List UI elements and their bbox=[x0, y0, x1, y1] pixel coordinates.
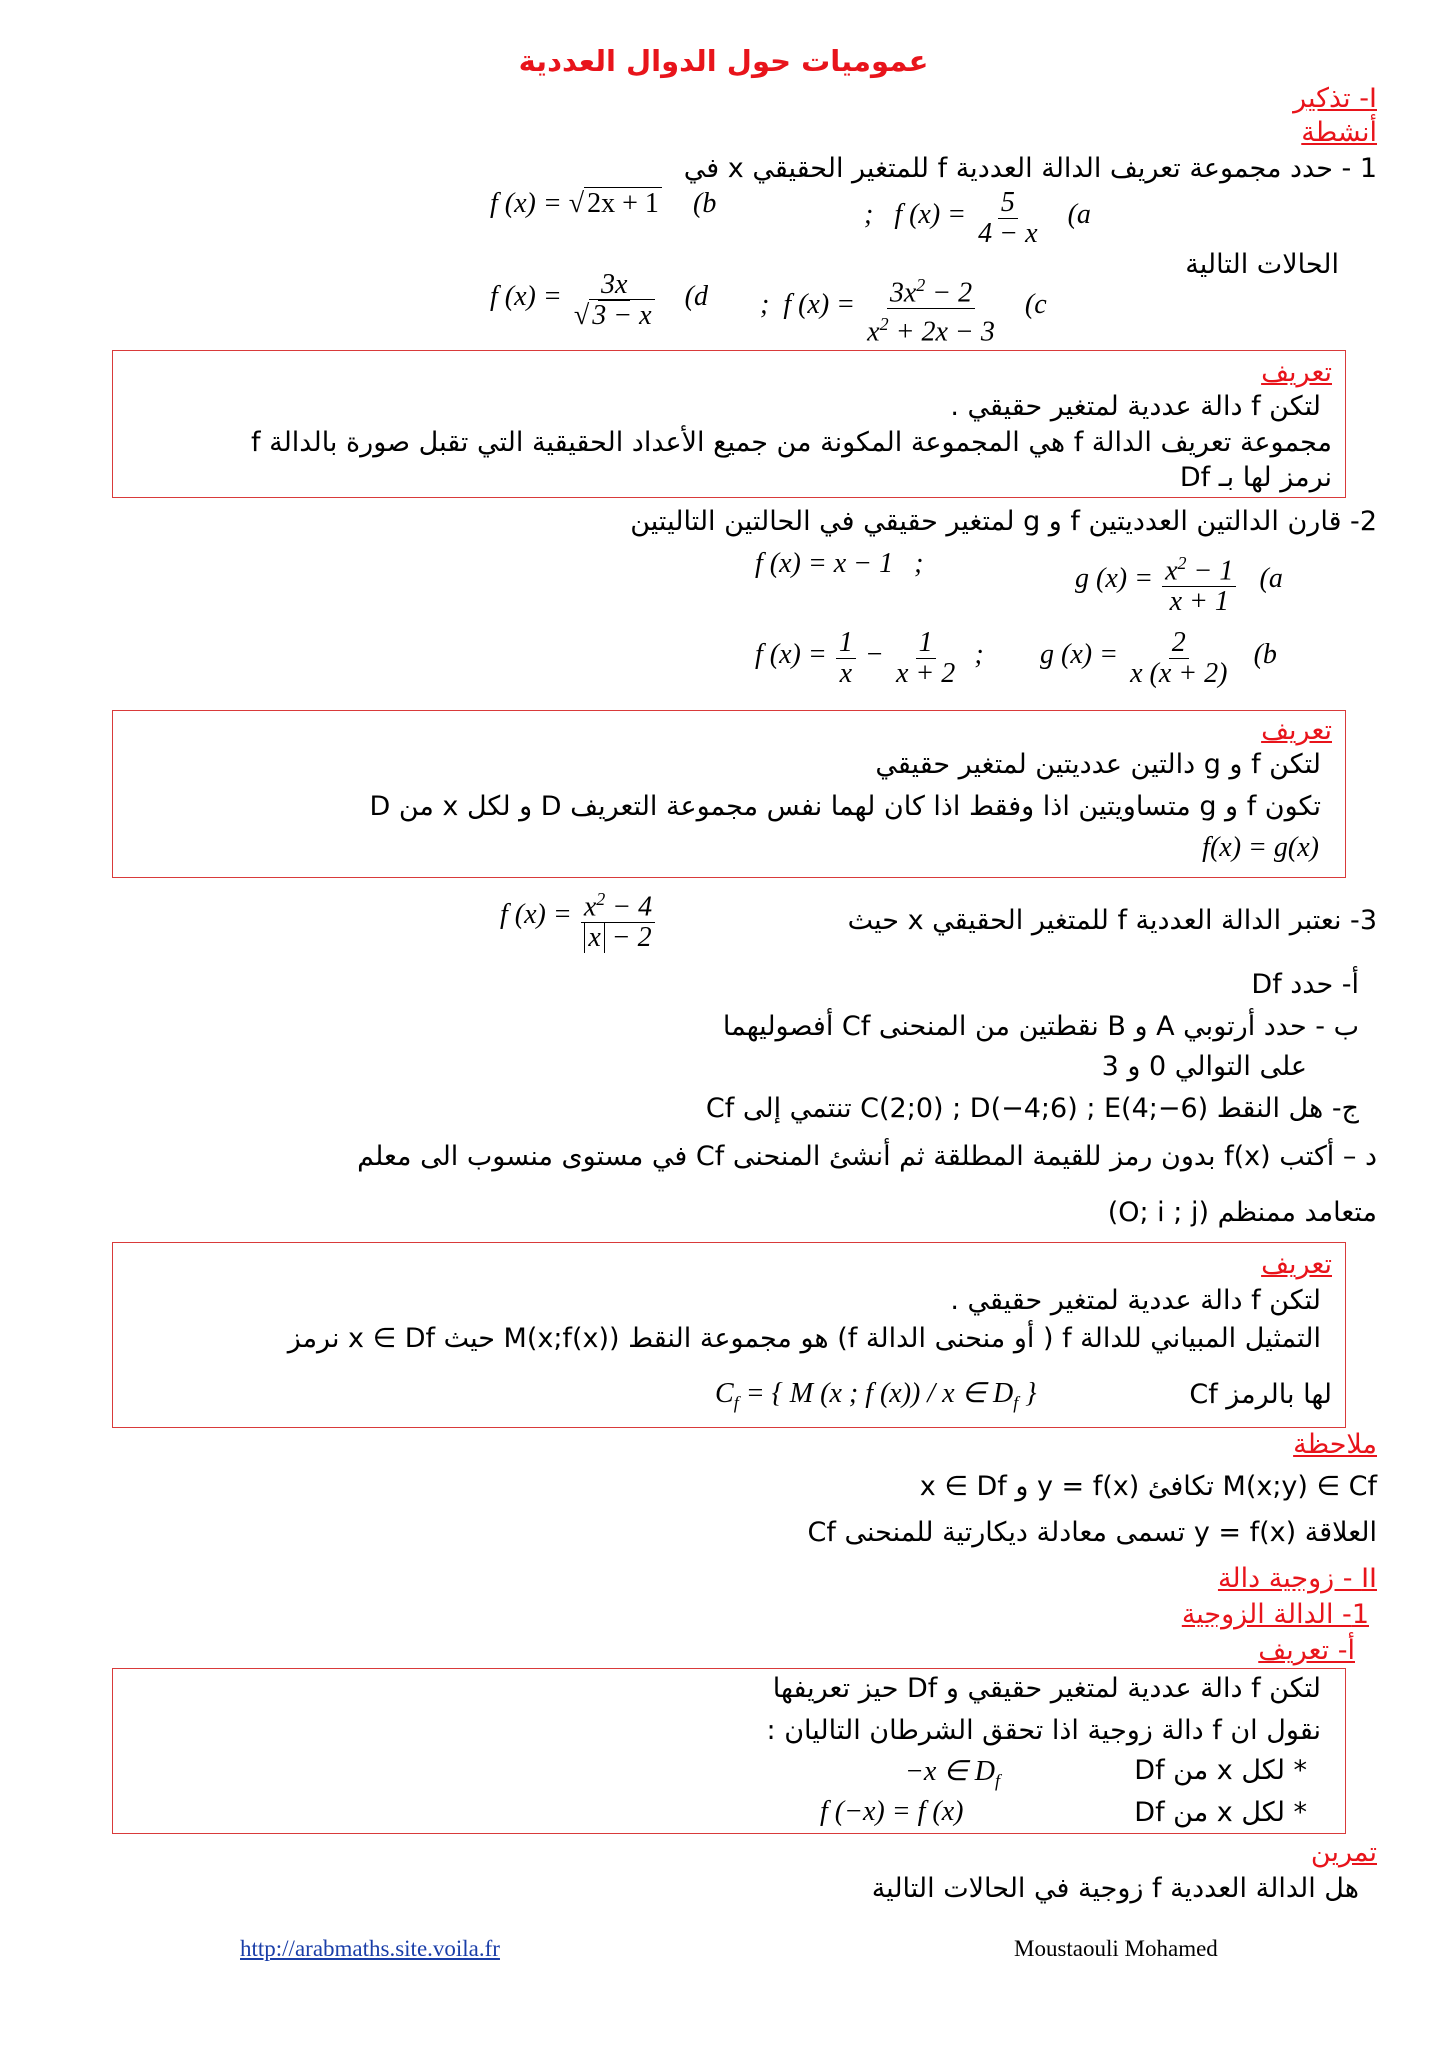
question-a: أ- حدد Df bbox=[1251, 969, 1359, 1000]
section-2-heading: II - زوجية دالة bbox=[1217, 1563, 1377, 1594]
section-1-heading: I- تذكير bbox=[1293, 83, 1377, 114]
formula-2b-g: g (x) = $\frac{2}{x (x + 2)}$ (b bbox=[1040, 627, 1277, 689]
definition-1-line-2: مجموعة تعريف الدالة f هي المجموعة المكونة من جميع الأعداد الحقيقية التي تقبل صورة بالدالة f bbox=[251, 427, 1332, 458]
question-b: ب - حدد أرتوبي A و B نقطتين من المنحنى Cf أفصوليهما bbox=[722, 1011, 1359, 1042]
definition-3-line-3: لها بالرمز Cf bbox=[1189, 1379, 1332, 1410]
even-function-heading: 1- الدالة الزوجية bbox=[1181, 1599, 1369, 1630]
exercise-label: تمرين bbox=[1310, 1837, 1377, 1868]
formula-3: f (x) = $\frac{x^2 - 4}{x - 2}$ bbox=[500, 884, 659, 953]
formula-2a-g: g (x) = $\frac{x^2 - 1}{x + 1}$ (a bbox=[1075, 548, 1283, 617]
formula-b: f (x) = √ 2x + 1 (b bbox=[490, 188, 717, 219]
definition-2-line-3: f(x) = g(x) bbox=[1202, 832, 1319, 863]
footer-author: Moustaouli Mohamed bbox=[1014, 1936, 1218, 1961]
formula-2a-f: f (x) = x − 1 ; bbox=[755, 548, 924, 579]
definition-3-line-2: التمثيل المبياني للدالة f ( أو منحنى الدالة f) هو مجموعة النقط M(x;f(x)) حيث x ∈ Df نرمز bbox=[287, 1323, 1321, 1354]
note-line-1: M(x;y) ∈ Cf تكافئ y = f(x) و x ∈ Df bbox=[919, 1471, 1377, 1502]
definition-4-line-2: نقول ان f دالة زوجية اذا تحقق الشرطان التاليان : bbox=[766, 1715, 1321, 1746]
question-b-line-2: على التوالي 0 و 3 bbox=[1101, 1051, 1307, 1082]
definition-box-domain bbox=[112, 350, 1346, 498]
definition-4-line-3: * لكل x من Df bbox=[1134, 1755, 1307, 1786]
activity-1-text: 1 - حدد مجموعة تعريف الدالة العددية f للمتغير الحقيقي x في bbox=[683, 153, 1377, 184]
definition-4-line-1: لتكن f دالة عددية لمتغير حقيقي و Df حيز تعريفها bbox=[772, 1673, 1321, 1704]
condition-2-formula: f (−x) = f (x) bbox=[820, 1796, 964, 1827]
definition-3-line-1: لتكن f دالة عددية لمتغير حقيقي . bbox=[950, 1285, 1321, 1316]
note-label: ملاحظة bbox=[1293, 1429, 1377, 1460]
exercise-text: هل الدالة العددية f زوجية في الحالات التالية bbox=[871, 1873, 1359, 1904]
definition-1-line-3: نرمز لها بـ Df bbox=[1179, 462, 1332, 493]
formula-d: f (x) = $\frac{3x}{√ 3 - x}$ (d bbox=[490, 269, 708, 331]
even-definition-heading: أ- تعريف bbox=[1258, 1635, 1355, 1666]
definition-1-line-1: لتكن f دالة عددية لمتغير حقيقي . bbox=[950, 391, 1321, 422]
question-d-line-2: متعامد ممنظم (O; i ; j) bbox=[1107, 1197, 1377, 1228]
activity-2-text: 2- قارن الدالتين العدديتين f و g لمتغير حقيقي في الحالتين التاليتين bbox=[630, 506, 1377, 537]
activity-1-text-cases: الحالات التالية bbox=[1185, 249, 1339, 280]
footer-link[interactable]: http://arabmaths.site.voila.fr bbox=[240, 1936, 500, 1961]
activity-3-text: 3- نعتبر الدالة العددية f للمتغير الحقيقي x حيث bbox=[847, 905, 1377, 936]
condition-1-formula: −x ∈ $D_f$ bbox=[905, 1756, 1000, 1791]
definition-1-label: تعريف bbox=[1261, 357, 1332, 388]
definition-3-label: تعريف bbox=[1261, 1249, 1332, 1280]
page-title: عموميات حول الدوال العددية bbox=[518, 44, 929, 78]
question-d: د – أكتب f(x) بدون رمز للقيمة المطلقة ثم أنشئ المنحنى Cf في مستوى منسوب الى معلم bbox=[357, 1141, 1377, 1172]
formula-a: ; f (x) = $\frac{5}{4 - x}$ (a bbox=[864, 187, 1091, 249]
definition-4-line-4: * لكل x من Df bbox=[1134, 1797, 1307, 1828]
formula-c: ; f (x) = $\frac{3x^2 - 2}{x^2 + 2x - 3}$ (c bbox=[760, 270, 1047, 348]
definition-2-label: تعريف bbox=[1261, 715, 1332, 746]
definition-2-line-2: تكون f و g متساويتين اذا وفقط اذا كان لهما نفس مجموعة التعريف D و لكل x من D bbox=[369, 791, 1321, 822]
note-line-2: العلاقة y = f(x) تسمى معادلة ديكارتية للمنحنى Cf bbox=[807, 1517, 1377, 1548]
activities-heading: أنشطة bbox=[1301, 117, 1377, 148]
curve-set-formula: $C_f$ = { M (x ; f (x)) / x ∈ $D_f$ } bbox=[715, 1378, 1037, 1413]
formula-2b-f: f (x) = $\frac{1}{x}$ − $\frac{1}{x + 2}$ ; bbox=[755, 627, 984, 689]
question-c: ج- هل النقط C(2;0) ; D(−4;6) ; E(4;−6) تنتمي إلى Cf bbox=[705, 1093, 1359, 1124]
definition-2-line-1: لتكن f و g دالتين عدديتين لمتغير حقيقي bbox=[875, 749, 1321, 780]
